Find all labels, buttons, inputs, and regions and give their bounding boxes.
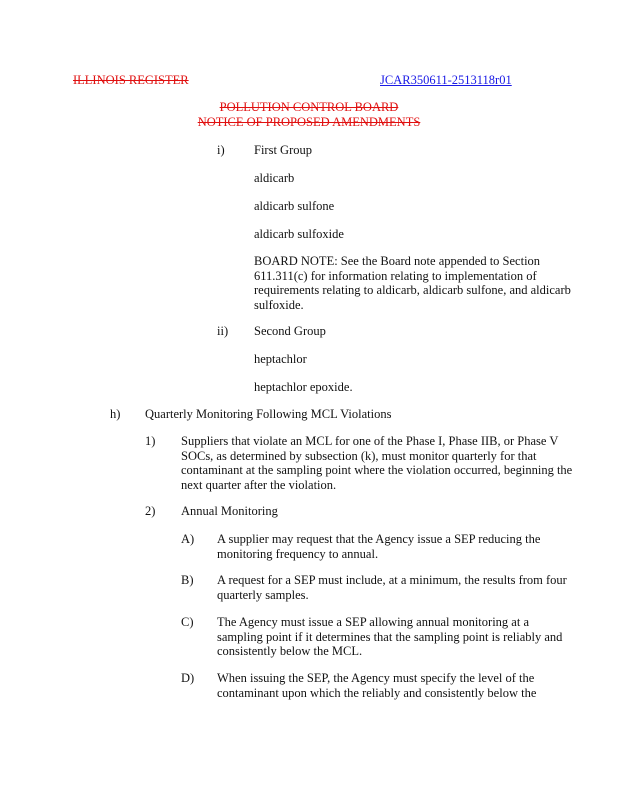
sub-2-title: Annual Monitoring — [181, 504, 278, 518]
group-1-title: First Group — [254, 143, 312, 157]
sub-c-number: C) — [181, 615, 194, 629]
group-1-number: i) — [217, 143, 225, 157]
group-1-item: aldicarb sulfoxide — [254, 227, 344, 241]
notice-title: NOTICE OF PROPOSED AMENDMENTS — [197, 115, 421, 129]
sub-a-text: A supplier may request that the Agency issue a SEP reducing the monitoring frequency to annual. — [217, 532, 541, 561]
board-note: BOARD NOTE: See the Board note appended to Section 611.311(c) for information relating to implementation of requirements relating to aldicarb, aldicarb sulfone, and aldicarb sulfoxide. — [254, 254, 571, 312]
sub-2-number: 2) — [145, 504, 156, 518]
group-2-item: heptachlor — [254, 352, 307, 366]
sub-a-number: A) — [181, 532, 195, 546]
group-2-title: Second Group — [254, 324, 326, 338]
group-1-item: aldicarb — [254, 171, 295, 185]
header-code: JCAR350611-2513118r01 — [380, 73, 512, 87]
header-register: ILLINOIS REGISTER — [73, 73, 189, 87]
board-title: POLLUTION CONTROL BOARD — [219, 100, 399, 114]
section-h-number: h) — [110, 407, 121, 421]
sub-b-number: B) — [181, 573, 194, 587]
group-2-number: ii) — [217, 324, 229, 338]
group-2-item: heptachlor epoxide. — [254, 380, 353, 394]
sub-d-number: D) — [181, 671, 195, 685]
section-h-title: Quarterly Monitoring Following MCL Violations — [145, 407, 392, 421]
group-1-item: aldicarb sulfone — [254, 199, 335, 213]
sub-b-text: A request for a SEP must include, at a minimum, the results from four quarterly samples. — [217, 573, 567, 602]
sub-c-text: The Agency must issue a SEP allowing annual monitoring at a sampling point if it determines that the sampling point is reliably and consistently below the MCL. — [217, 615, 563, 658]
sub-1-number: 1) — [145, 434, 156, 448]
sub-1-text: Suppliers that violate an MCL for one of the Phase I, Phase IIB, or Phase V SOCs, as determined by subsection (k), must monitor quarterly for that contaminant at the sampling point where the violation occurred, beginning the next quarter after the violation. — [181, 434, 573, 492]
sub-d-text: When issuing the SEP, the Agency must specify the level of the contaminant upon which the reliably and consistently below the — [217, 671, 537, 700]
